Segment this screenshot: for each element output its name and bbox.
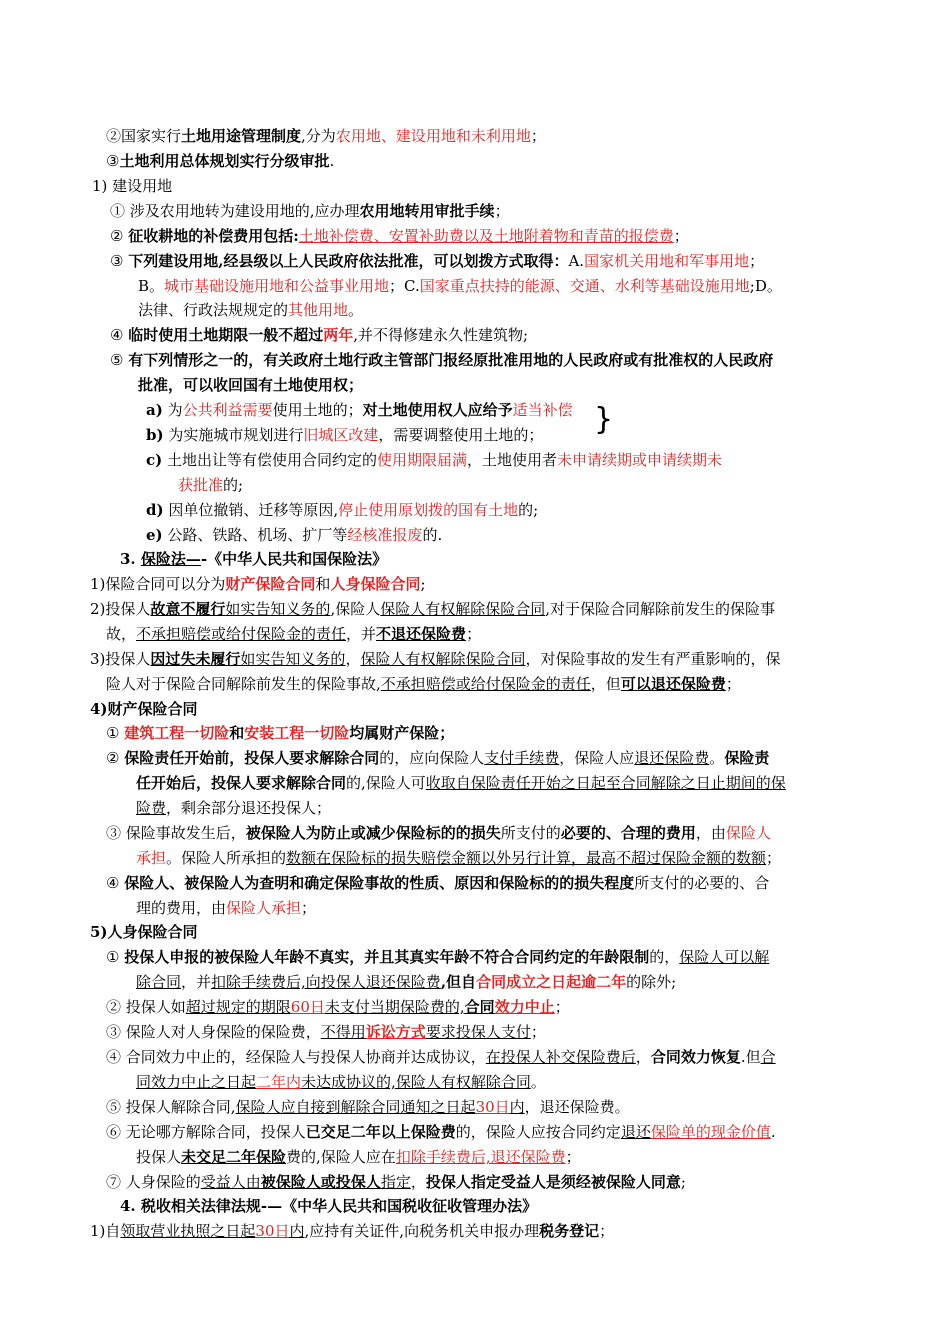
text-run: 费的,保险人应在 [286, 1148, 396, 1166]
text-run: 被保险人为防止或减少保险标的的损失 [245, 824, 501, 842]
text-run: ; [680, 1173, 686, 1191]
text-run: ⑦ 人身保险的 [106, 1173, 201, 1191]
text-run: 投保人 [136, 1148, 182, 1166]
text-run: 不得用 [320, 1023, 366, 1041]
text-run: 在投保人补交保险费后 [485, 1048, 636, 1066]
text-run: ⑥ 无论哪方解除合同，投保人 [106, 1123, 306, 1141]
text-line [106, 721, 454, 746]
text-run: ，保险人应 [559, 749, 635, 767]
text-run: 合同成立之日起逾二年 [476, 973, 627, 991]
text-run: 险人对于保险合同解除前发生的保险事故, [106, 675, 381, 693]
text-run: ③ 保险事故发生后， [106, 824, 246, 842]
text-run: b) [146, 426, 164, 444]
text-run: 1) 建设用地 [92, 177, 173, 195]
text-run: ，退还保险费。 [524, 1098, 630, 1116]
text-line [136, 1145, 581, 1170]
text-line [146, 423, 543, 448]
text-run: 可以退还保险费 [620, 675, 726, 693]
text-run: 税务登记 [539, 1222, 600, 1240]
text-line [90, 572, 426, 597]
text-run: 合同效力恢复 [650, 1048, 741, 1066]
text-run: 批准，可以收回国有土地使用权； [138, 376, 364, 394]
text-run: 的,保险人可 [346, 774, 426, 792]
text-run: 人身保险合同 [330, 575, 421, 593]
text-run: 不承担赔偿或给付保险金的责任 [380, 675, 591, 693]
text-run: ； [565, 1148, 581, 1166]
text-run: ； [530, 1023, 546, 1041]
text-run: 下列建设用地,经县级以上人民政府依法批准，可以划拨方式取得： [128, 252, 569, 270]
text-line [136, 896, 316, 921]
text-run: 扣除手续费后,向投保人退还保险费 [211, 973, 441, 991]
text-run: ④ 合同效力中止的，经保险人与投保人协商并达成协议， [106, 1048, 486, 1066]
text-run: 被保险人或投保人 [260, 1173, 381, 1191]
text-run: ③ [110, 252, 129, 270]
text-run: 财产保险合同 [225, 575, 316, 593]
text-run: ② 投保人如 [106, 998, 186, 1016]
text-line [106, 124, 546, 149]
text-line [110, 224, 689, 249]
text-run: .但 [740, 1048, 761, 1066]
text-run: ，并 [181, 973, 212, 991]
text-run: 退还 [620, 1123, 651, 1141]
text-line [120, 1194, 537, 1219]
text-line [146, 523, 442, 548]
text-run: ； [554, 998, 570, 1016]
text-run: 收取自保险责任开始之日起至合同解除之日止期间的保 [425, 774, 786, 792]
text-line [106, 1020, 546, 1045]
text-run: 旧城区改建 [303, 426, 379, 444]
text-run: 建筑工程一切险 [124, 724, 230, 742]
text-run: 保险责任开始前，投保人要求解除合同 [124, 749, 380, 767]
text-run: 国家机关用地和军事用地 [584, 252, 750, 270]
text-line [90, 597, 775, 622]
text-run: 停止使用原划拨的国有土地 [338, 501, 519, 519]
text-run: 投保人指定受益人是须经被保险人同意 [425, 1173, 681, 1191]
text-run: 保险人有权解除保险合同 [380, 600, 546, 618]
text-run: ，需要调整使用土地的； [378, 426, 544, 444]
text-run: 理的费用，由 [136, 899, 227, 917]
text-run: 使用土地的； [272, 401, 363, 419]
text-line [106, 821, 771, 846]
text-run: 要求投保人支付 [425, 1023, 531, 1041]
text-run: 为 [162, 401, 183, 419]
text-run: 临时使用土地期限一般不超过 [128, 326, 324, 344]
text-run: 二年内 [256, 1073, 302, 1091]
text-run: ； [494, 202, 510, 220]
text-run: ,应持有关证件,向税务机关申报办理 [304, 1222, 540, 1240]
text-run: 保险人有权解除合同 [395, 1073, 531, 1091]
text-line [138, 298, 363, 323]
text-run: ② [110, 227, 129, 245]
text-run: 有下列情形之一的，有关政府土地行政主管部门报经原批准用地的人民政府或有批准权的人民政府 [128, 351, 774, 369]
text-run: 适当补偿 [512, 401, 573, 419]
text-run: ②国家实行 [106, 127, 182, 145]
text-line [136, 970, 676, 995]
text-line [90, 697, 198, 722]
text-run: 险费 [136, 799, 167, 817]
text-line [106, 945, 769, 970]
text-run: 如实告知义务的 [240, 650, 346, 668]
text-run: 国家重点扶持的能源、交通、水利等基础设施用地 [419, 277, 750, 295]
text-line [106, 1045, 776, 1070]
text-line [146, 498, 538, 523]
text-run: 超过规定的期限 [185, 998, 291, 1016]
text-run: 不退还保险费 [376, 625, 467, 643]
text-run: ，由 [695, 824, 726, 842]
text-line [136, 796, 331, 821]
text-run: 指定 [380, 1173, 411, 1191]
text-run: ； [530, 127, 546, 145]
text-run: ， [410, 1173, 426, 1191]
text-run: 内 [289, 1222, 305, 1240]
text-run: ，剩余部分退还投保人； [166, 799, 332, 817]
text-line [90, 1219, 614, 1244]
text-run: 因过失未履行 [150, 650, 241, 668]
text-run: 退还保险费 [634, 749, 710, 767]
text-run: 投保人申报的被保险人年龄不真实，并且其真实年龄不符合合同约定的年龄限制 [124, 948, 650, 966]
text-line [120, 547, 387, 572]
text-run: 两年 [323, 326, 354, 344]
text-run: 公共利益需要 [182, 401, 273, 419]
text-run: 保险人承担 [226, 899, 302, 917]
text-line [106, 1120, 776, 1145]
text-run: 已交足二年以上保险费 [305, 1123, 456, 1141]
brace-mark: } [594, 402, 614, 437]
text-run: , [440, 973, 447, 991]
text-run: 必要的、合理的费用 [560, 824, 696, 842]
text-run: 保险人可以解 [679, 948, 770, 966]
text-run: . [329, 152, 335, 170]
text-run: ，并 [346, 625, 377, 643]
text-run: 5)人身保险合同 [90, 923, 198, 941]
text-line [136, 771, 786, 796]
text-line [106, 746, 769, 771]
text-run: 诉讼方式 [365, 1023, 426, 1041]
text-run: 法律、行政法规规定的 [138, 301, 289, 319]
text-run: 合同 [464, 998, 495, 1016]
text-run: d) [146, 501, 164, 519]
text-run: ，土地使用者 [467, 451, 558, 469]
text-run: 故意不履行 [150, 600, 226, 618]
text-run: 获批准 [178, 476, 224, 494]
text-run: e) [146, 526, 163, 544]
text-run: ④ [110, 326, 129, 344]
text-run: 城市基础设施用地和公益事业用地 [164, 277, 390, 295]
text-run: 受益人由 [200, 1173, 261, 1191]
text-run: 3)投保人 [90, 650, 151, 668]
text-run: 如实告知义务的 [225, 600, 331, 618]
text-run: ； [599, 1222, 615, 1240]
text-run: ； [749, 252, 765, 270]
text-run: ； [673, 227, 689, 245]
text-run: ,保险人 [330, 600, 381, 618]
text-run: 的，保险人应按合同约定 [455, 1123, 621, 1141]
text-run: 30日 [255, 1222, 290, 1240]
text-run: 的， [649, 948, 680, 966]
text-run: 的; [518, 501, 539, 519]
text-run: 保险人应自接到解除合同通知之日起 [235, 1098, 476, 1116]
text-run: ⑤ [110, 351, 129, 369]
text-run: 征收耕地的补偿费用包括: [128, 227, 299, 245]
text-run: 保险人 [725, 824, 771, 842]
text-run: 对土地使用权人应给予 [362, 401, 513, 419]
text-line [136, 1070, 546, 1095]
text-run: ,并不得修建永久性建筑物; [353, 326, 529, 344]
text-run: 领取营业执照之日起 [120, 1222, 256, 1240]
text-line [146, 398, 573, 423]
text-run: 因单位撤销、迁移等原因, [163, 501, 339, 519]
text-run: 未支付当期保险费的, [324, 998, 465, 1016]
text-run: 安装工程一切险 [244, 724, 350, 742]
text-run: 同效力中止之日起 [136, 1073, 257, 1091]
text-run: 土地用途管理制度 [181, 127, 302, 145]
text-line [110, 323, 528, 348]
text-run: 30日 [475, 1098, 510, 1116]
text-run: 所支付的必要的、合 [634, 874, 770, 892]
text-run: 使用期限届满 [377, 451, 468, 469]
text-line [146, 448, 722, 473]
text-run: 农用地转用审批手续 [359, 202, 495, 220]
text-run: ； [301, 899, 317, 917]
text-line [106, 149, 334, 174]
text-run: 。 [530, 1073, 546, 1091]
text-run: 内 [509, 1098, 525, 1116]
text-run: ,对于保险合同解除前发生的保险事 [545, 600, 776, 618]
text-run: 和 [229, 724, 245, 742]
text-run: 的，应向保险人 [379, 749, 485, 767]
text-run: -《中华人民共和国保险法》 [200, 550, 388, 568]
text-run: 均属财产保险； [349, 724, 455, 742]
text-run: ④ [106, 874, 125, 892]
text-line [90, 647, 780, 672]
text-run: 除合同 [136, 973, 182, 991]
text-run: 效力中止 [494, 998, 555, 1016]
text-run: ② [106, 749, 125, 767]
text-run: 保险人、被保险人为查明和确定保险事故的性质、原因和保险标的的损失程度 [124, 874, 635, 892]
text-run: 的. [422, 526, 443, 544]
text-run: 保险责 [724, 749, 770, 767]
text-run: 承担 [136, 849, 167, 867]
text-line [90, 920, 198, 945]
text-run: 1)保险合同可以分为 [90, 575, 226, 593]
text-run: 。保险人所承担的 [166, 849, 287, 867]
text-run: 经核准报废 [347, 526, 423, 544]
text-run: ，但 [590, 675, 621, 693]
text-run: 保险法— [140, 550, 201, 568]
text-run: 公路、铁路、机场、扩厂等 [162, 526, 348, 544]
text-run: 4)财产保险合同 [90, 700, 198, 718]
text-run: 未申请续期或申请续期未 [557, 451, 723, 469]
text-line [138, 274, 782, 299]
text-line [110, 348, 773, 373]
text-run: ① [106, 724, 125, 742]
text-line [106, 871, 769, 896]
text-run: 数额在保险标的损失赔偿金额以外另行计算，最高不超过保险金额的数额 [286, 849, 767, 867]
text-line [106, 1095, 630, 1120]
text-run: 任开始后，投保人要求解除合同 [136, 774, 347, 792]
text-line [138, 373, 363, 398]
text-run: 。 [709, 749, 725, 767]
text-line [106, 672, 741, 697]
text-run: ； [466, 625, 482, 643]
text-run: 的; [223, 476, 244, 494]
text-line [178, 473, 243, 498]
text-run: 60日 [290, 998, 325, 1016]
text-run: 但自 [446, 973, 477, 991]
text-run: 的除外; [626, 973, 677, 991]
text-line [106, 622, 481, 647]
text-run: ，对保险事故的发生有严重影响的，保 [525, 650, 781, 668]
text-run: ;D。 [749, 277, 782, 295]
text-run: 土地出让等有偿使用合同约定的 [162, 451, 378, 469]
text-run: 故， [106, 625, 137, 643]
text-run: c) [146, 451, 163, 469]
text-run: 土地利用总体规划实行分级审批 [119, 152, 330, 170]
text-run: a) [146, 401, 163, 419]
text-run: . [770, 1123, 776, 1141]
text-run: 所支付的 [500, 824, 561, 842]
text-run: ③ 保险人对人身保险的保险费， [106, 1023, 321, 1041]
text-run: 农用地、建设用地和未利用地 [335, 127, 531, 145]
text-run: 4. 税收相关法律法规-—《中华人民共和国税收征收管理办法》 [120, 1197, 538, 1215]
text-run: ；C. [389, 277, 420, 295]
text-run: 1)自 [90, 1222, 121, 1240]
text-run: ; [420, 575, 426, 593]
text-run: 未达成协议的, [301, 1073, 396, 1091]
text-run: 。 [348, 301, 364, 319]
text-line [110, 199, 510, 224]
text-run: 和 [315, 575, 331, 593]
text-line [136, 846, 781, 871]
text-run: 合 [760, 1048, 776, 1066]
text-run: 不承担赔偿或给付保险金的责任 [136, 625, 347, 643]
text-run: ， [635, 1048, 651, 1066]
text-run: ① [106, 948, 125, 966]
text-run: ⑤ 投保人解除合同, [106, 1098, 236, 1116]
text-run: 未交足二年保险 [181, 1148, 287, 1166]
text-run: ① 涉及农用地转为建设用地的,应办理 [110, 202, 360, 220]
text-line [106, 995, 570, 1020]
text-run: 其他用地 [288, 301, 349, 319]
text-run: 保险人有权解除保险合同 [360, 650, 526, 668]
text-run: B。 [138, 277, 165, 295]
text-line [92, 174, 172, 199]
text-run: 2)投保人 [90, 600, 151, 618]
text-run: 土地补偿费、安置补助费以及土地附着物和青苗的报偿费 [298, 227, 674, 245]
text-run: ； [766, 849, 782, 867]
text-run: 扣除手续费后,退还保险费 [395, 1148, 566, 1166]
text-line [106, 1170, 686, 1195]
text-run: 为实施城市规划进行 [163, 426, 304, 444]
text-run: ③ [106, 152, 120, 170]
text-line [110, 249, 764, 274]
text-run: 保险单的现金价值 [650, 1123, 771, 1141]
text-run: ， [345, 650, 361, 668]
text-run: 支付手续费 [484, 749, 560, 767]
text-run: ,分为 [301, 127, 336, 145]
text-run: ； [725, 675, 741, 693]
text-run: 3. [120, 550, 141, 568]
text-run: A. [568, 252, 585, 270]
